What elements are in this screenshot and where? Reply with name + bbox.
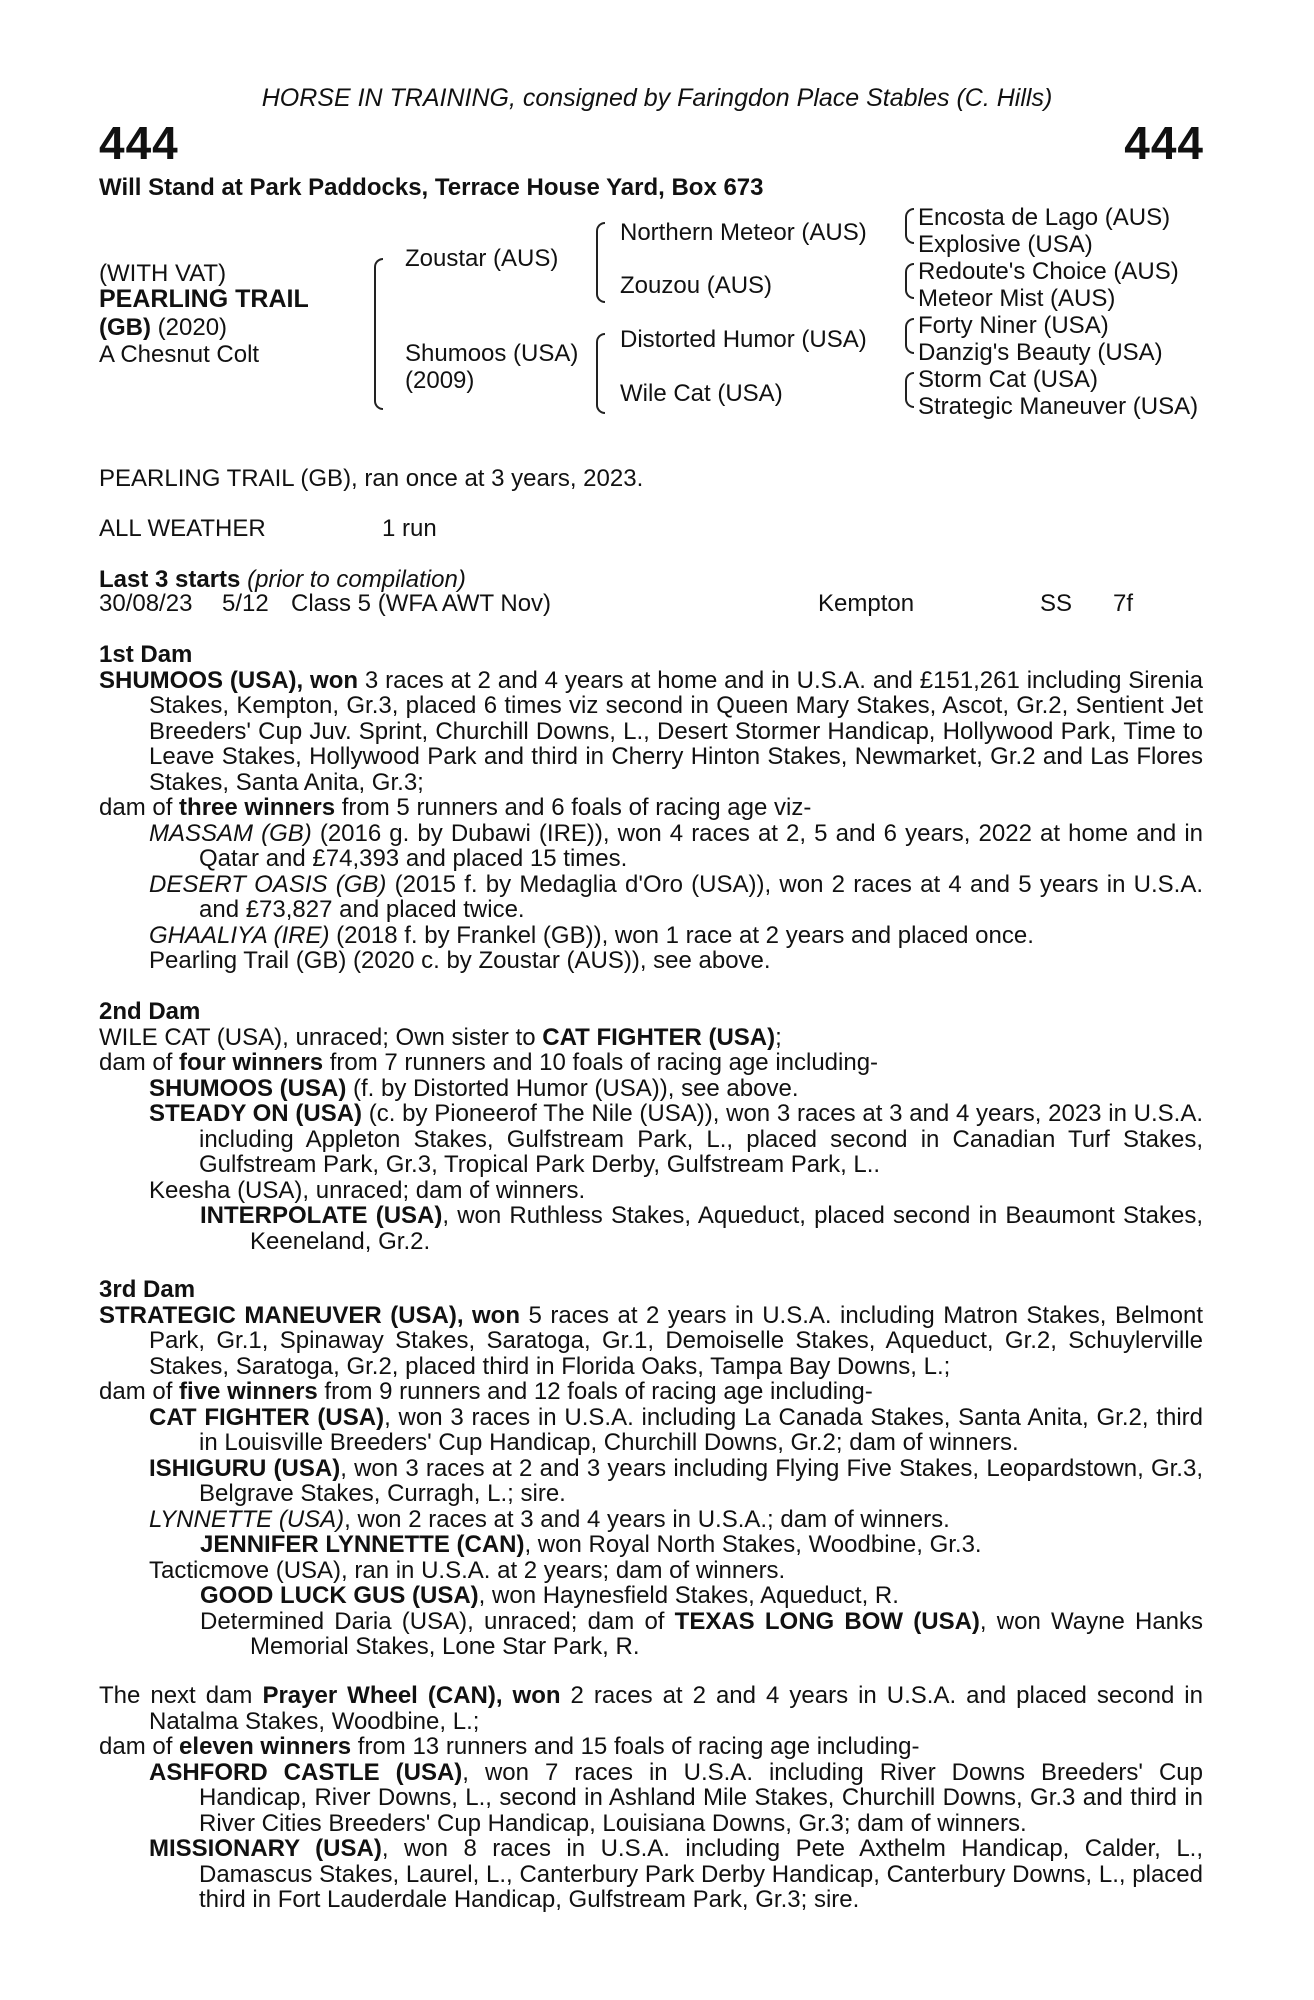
progeny-entry	[99, 1507, 1203, 1533]
ancestor-5: Forty Niner (USA)	[918, 312, 1109, 339]
venue-line: Will Stand at Park Paddocks, Terrace House Yard, Box 673	[99, 174, 764, 201]
progeny-text: , won 8 races in U.S.A. including Pete Axthelm Handicap, Calder, L., Damascus Stakes, Laurel, L., Canterbury Park Derby Handicap, Canterbury Downs, L., placed third in Fort Lauderdale Handicap, Gulfstream Park, Gr.3; sire.	[199, 1835, 1204, 1913]
grand-progeny-entry	[99, 1203, 1203, 1254]
ancestor-1: Encosta de Lago (AUS)	[918, 204, 1171, 231]
text-run: dam of	[99, 794, 180, 821]
horse-name: PEARLING TRAIL	[99, 285, 309, 313]
horse-origin: (GB)	[99, 314, 151, 341]
second-dam-section	[99, 999, 1203, 1254]
text-run: WILE CAT (USA), unraced; Own sister to	[99, 1023, 543, 1051]
text-run: 2 races at 2 and 4 years in U.S.A. and placed second in Natalma Stakes, Woodbine, L.;	[149, 1682, 1203, 1735]
pedigree-brace-g3	[905, 318, 914, 354]
progeny-name: MASSAM (GB)	[149, 819, 312, 847]
lot-number-left: 444	[99, 117, 179, 169]
winners-count: four winners	[179, 1049, 324, 1076]
ancestor-6: Danzig's Beauty (USA)	[918, 339, 1163, 366]
race-row	[0, 590, 1314, 617]
progeny-text: (2015 f. by Medaglia d'Oro (USA)), won 2 races at 4 and 5 years in U.S.A. and £73,827 and placed twice.	[199, 870, 1203, 923]
third-dam-record	[99, 1303, 1203, 1380]
third-dam-section	[99, 1277, 1203, 1660]
consignment-header: HORSE IN TRAINING, consigned by Faringdon Place Stables (C. Hills)	[261, 84, 1053, 112]
progeny-entry	[99, 1456, 1203, 1507]
ancestor-3: Redoute's Choice (AUS)	[918, 258, 1179, 285]
dam-name: Shumoos (USA)	[405, 340, 579, 367]
sire-dam-name: Zouzou (AUS)	[620, 272, 773, 299]
progeny-text: , won 7 races in U.S.A. including River Downs Breeders' Cup Handicap, River Downs, L., second in Ashland Mile Stakes, Churchill Downs, Gr.3 and third in River Cities Breeders' Cup Handicap, Louisiana Downs, Gr.3; dam of winners.	[199, 1758, 1204, 1837]
text-run: from 9 runners and 12 foals of racing age including-	[317, 1378, 873, 1405]
surface-runs: 1 run	[382, 515, 437, 542]
surface-label: ALL WEATHER	[99, 515, 266, 542]
winners-count: three winners	[179, 794, 336, 821]
horse-description: A Chesnut Colt	[99, 341, 260, 368]
progeny-text: (f. by Distorted Humor (USA)), see above.	[346, 1074, 799, 1102]
progeny-text: , won 3 races in U.S.A. including La Canada Stakes, Santa Anita, Gr.2, third in Louisville Breeders' Cup Handicap, Churchill Downs, Gr.2; dam of winners.	[199, 1403, 1203, 1456]
first-dam-name: SHUMOOS (USA), won	[99, 666, 359, 694]
third-dam-produce	[99, 1379, 1203, 1405]
progeny-entry: Tacticmove (USA), ran in U.S.A. at 2 years; dam of winners.	[149, 1556, 786, 1584]
dam-year: (2009)	[405, 367, 475, 394]
progeny-name: TEXAS LONG BOW (USA)	[674, 1607, 980, 1635]
pedigree-brace-g2	[905, 263, 914, 299]
progeny-text: (2016 g. by Dubawi (IRE)), won 4 races at 2, 5 and 6 years, 2022 at home and in Qatar and £74,393 and placed 15 times.	[199, 819, 1204, 872]
progeny-text: , won Ruthless Stakes, Aqueduct, placed second in Beaumont Stakes, Keeneland, Gr.2.	[250, 1202, 1203, 1255]
progeny-name: GHAALIYA (IRE)	[149, 921, 330, 949]
winners-count: five winners	[179, 1378, 318, 1405]
horse-origin-year	[99, 314, 227, 341]
progeny-name: MISSIONARY (USA)	[149, 1835, 382, 1862]
progeny-entry	[99, 1076, 1203, 1102]
career-summary: PEARLING TRAIL (GB), ran once at 3 years, 2023.	[99, 465, 644, 492]
progeny-text: , won 3 races at 2 and 3 years including Flying Five Stakes, Leopardstown, Gr.3, Belgrave Stakes, Curragh, L.; sire.	[199, 1454, 1203, 1507]
progeny-name: SHUMOOS (USA)	[149, 1074, 347, 1102]
progeny-entry	[99, 1101, 1203, 1178]
progeny-name: CAT FIGHTER (USA)	[149, 1403, 385, 1431]
second-dam-produce	[99, 1050, 1203, 1076]
progeny-entry	[99, 1405, 1203, 1456]
first-dam-produce	[99, 795, 1203, 821]
progeny-name: ISHIGURU (USA)	[149, 1454, 341, 1482]
pedigree-brace-dam	[596, 333, 605, 414]
text-run: from 13 runners and 15 foals of racing age including-	[351, 1733, 920, 1760]
first-dam-text: 3 races at 2 and 4 years at home and in U.S.A. and £151,261 including Sirenia Stakes, Kempton, Gr.3, placed 6 times viz second in Queen Mary Stakes, Ascot, Gr.2, Sentient Jet Breeders' Cup Juv. Sprint, Churchill Downs, L., Desert Stormer Handicap, Hollywood Park, Time to Leave Stakes, Hollywood Park and third in Cherry Hinton Stakes, Newmarket, Gr.2 and Las Flores Stakes, Santa Anita, Gr.3;	[149, 666, 1204, 796]
third-dam-name: STRATEGIC MANEUVER (USA), won	[99, 1301, 521, 1329]
ancestor-7: Storm Cat (USA)	[918, 366, 1099, 393]
next-dam-produce	[99, 1734, 1203, 1760]
text-run: , won Wayne Hanks Memorial Stakes, Lone Star Park, R.	[250, 1607, 1204, 1660]
last-starts-heading	[99, 566, 466, 593]
grand-progeny-entry	[99, 1532, 1203, 1558]
progeny-entry	[99, 821, 1203, 872]
progeny-name: INTERPOLATE (USA)	[200, 1202, 443, 1229]
pedigree-brace-sire	[596, 222, 605, 303]
text-run: from 5 runners and 6 foals of racing age viz-	[335, 794, 812, 821]
progeny-entry	[99, 872, 1203, 923]
progeny-name: LYNNETTE (USA)	[149, 1505, 345, 1533]
progeny-text: (c. by Pioneerof The Nile (USA)), won 3 races at 3 and 4 years, 2023 in U.S.A. including Appleton Stakes, Gulfstream Park, L., placed second in Canadian Turf Stakes, Gulfstream Park, Gr.3, Tropical Park Derby, Gulfstream Park, L..	[199, 1100, 1204, 1178]
next-dam-section	[99, 1683, 1203, 1913]
progeny-name: DESERT OASIS (GB)	[149, 870, 387, 898]
text-run: from 7 runners and 10 foals of racing age including-	[323, 1049, 879, 1076]
last-starts-note: (prior to compilation)	[247, 566, 466, 593]
third-dam-title: 3rd Dam	[99, 1276, 196, 1303]
next-dam-record	[99, 1683, 1203, 1734]
pedigree-brace-main	[374, 258, 383, 410]
progeny-name: JENNIFER LYNNETTE (CAN)	[200, 1531, 525, 1558]
relative-name: CAT FIGHTER (USA)	[542, 1023, 776, 1051]
winners-count: eleven winners	[179, 1733, 352, 1760]
race-going: SS	[1040, 590, 1073, 617]
progeny-name: STEADY ON (USA)	[149, 1100, 363, 1127]
text-run: dam of	[99, 1049, 180, 1076]
second-dam-record	[99, 1025, 1203, 1051]
progeny-entry	[99, 1760, 1203, 1837]
race-position: 5/12	[222, 590, 269, 617]
progeny-entry	[99, 923, 1203, 949]
third-dam-text: 5 races at 2 years in U.S.A. including Matron Stakes, Belmont Park, Gr.1, Spinaway Stakes, Saratoga, Gr.1, Demoiselle Stakes, Aqueduct, Gr.2, Schuylerville Stakes, Saratoga, Gr.2, placed third in Florida Oaks, Tampa Bay Downs, L.;	[149, 1301, 1204, 1380]
race-course: Kempton	[818, 590, 915, 617]
progeny-entry: Pearling Trail (GB) (2020 c. by Zoustar (AUS)), see above.	[149, 947, 771, 974]
progeny-text: , won 2 races at 3 and 4 years in U.S.A.; dam of winners.	[344, 1505, 950, 1533]
race-date: 30/08/23	[99, 590, 193, 617]
pedigree-brace-g4	[905, 372, 914, 408]
dam-sire-name: Distorted Humor (USA)	[620, 326, 867, 353]
race-distance: 7f	[1113, 590, 1134, 617]
grand-progeny-entry	[99, 1609, 1203, 1660]
last-starts-title: Last 3 starts	[99, 566, 241, 593]
pedigree-brace-g1	[905, 208, 914, 244]
race-class: Class 5 (WFA AWT Nov)	[291, 590, 552, 617]
sire-name: Zoustar (AUS)	[405, 245, 559, 272]
vat-note: (WITH VAT)	[99, 260, 227, 287]
first-dam-section	[99, 642, 1203, 974]
sire-sire-name: Northern Meteor (AUS)	[620, 219, 867, 246]
text-run: dam of	[99, 1378, 180, 1405]
text-run: dam of	[99, 1733, 180, 1760]
lot-number-right: 444	[1124, 117, 1204, 169]
progeny-entry	[99, 1836, 1203, 1913]
progeny-text: (2018 f. by Frankel (GB)), won 1 race at 2 years and placed once.	[329, 921, 1034, 949]
first-dam-record	[99, 668, 1203, 796]
progeny-entry: Keesha (USA), unraced; dam of winners.	[149, 1176, 586, 1204]
progeny-name: ASHFORD CASTLE (USA)	[149, 1758, 463, 1786]
next-dam-name: Prayer Wheel (CAN), won	[262, 1682, 561, 1709]
progeny-text: , won Royal North Stakes, Woodbine, Gr.3.	[524, 1531, 982, 1558]
ancestor-4: Meteor Mist (AUS)	[918, 285, 1116, 312]
dam-dam-name: Wile Cat (USA)	[620, 380, 783, 407]
horse-year: (2020)	[157, 314, 228, 341]
text-run: The next dam	[99, 1682, 263, 1709]
first-dam-title: 1st Dam	[99, 641, 193, 668]
progeny-text: , won Haynesfield Stakes, Aqueduct, R.	[478, 1582, 899, 1609]
text-run: Determined Daria (USA), unraced; dam of	[200, 1607, 675, 1635]
ancestor-2: Explosive (USA)	[918, 231, 1093, 258]
progeny-name: GOOD LUCK GUS (USA)	[200, 1582, 479, 1609]
second-dam-title: 2nd Dam	[99, 998, 201, 1025]
ancestor-8: Strategic Maneuver (USA)	[918, 393, 1199, 420]
text-run: ;	[775, 1023, 782, 1051]
grand-progeny-entry	[99, 1583, 1203, 1609]
